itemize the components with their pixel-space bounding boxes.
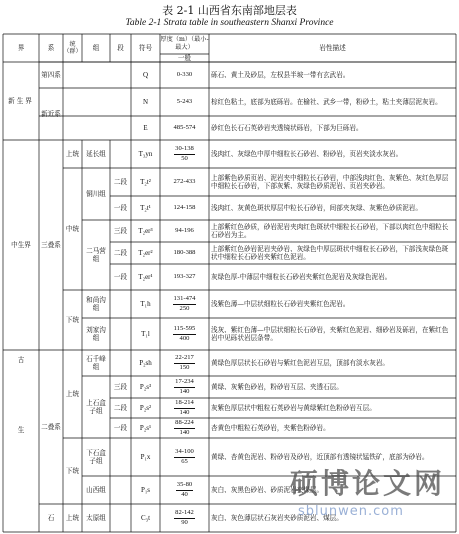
thickness-range: 272-433 [173, 177, 196, 185]
jie-cenozoic: 新生界 [8, 96, 34, 105]
row-description: 上部紫红色砂质，砂岩泥岩夹肉红色斑状中细粒长石砂岩，下部以肉红色中细粒长石砂岩为主。 [211, 222, 449, 239]
thickness-range: 94-196 [175, 226, 194, 234]
duan-shihezi-1: 一段 [113, 423, 128, 432]
row-description: 浅肉红、灰黄色斑状厚层中粒长石砂岩，间部夹灰绿、灰紫色砂质泥岩。 [211, 203, 422, 212]
zu-upper-shihezi: 上石盒子组 [86, 398, 106, 415]
row-thickness [160, 418, 209, 438]
row-description: 上部紫色砂质页岩、泥岩夹中细粒长石砂岩，中部浅肉红色、灰紫色、灰红色厚层中细粒长石砂岩，下部灰紫、灰绿色砂质泥岩、页岩夹砂岩。 [211, 173, 449, 190]
zu-taiyuan: 太原组 [86, 513, 106, 522]
row-thickness [160, 168, 209, 196]
row-thickness [160, 476, 209, 504]
tong-permian-upper: 上统 [65, 389, 80, 398]
row-description: 黄绿色厚层状长石砂岩与紫红色泥岩互层，顶部有淡水灰岩。 [211, 358, 390, 367]
header-zu: 组 [92, 43, 100, 52]
row-symbol: T₂er³ [138, 226, 153, 235]
row-thickness [160, 62, 209, 88]
header-duan: 段 [117, 43, 124, 52]
row-thickness [160, 196, 209, 220]
thickness-range: 485-574 [173, 123, 196, 131]
thickness-range: 115-595 [173, 325, 197, 334]
row-thickness [160, 242, 209, 264]
jie-paleozoic-2: 生 [17, 425, 25, 434]
thickness-common: 40 [181, 490, 188, 498]
thickness-common: 50 [181, 154, 188, 162]
row-symbol: P₂s¹ [139, 423, 152, 432]
row-symbol: T₁h [140, 299, 151, 308]
thickness-range: 35-80 [176, 481, 193, 490]
row-description: 棕红色粘土，底部为底砾岩。在榆社、武乡一带，粉砂土，粘土夹薄层泥灰岩。 [211, 97, 442, 106]
thickness-range: 17-234 [174, 378, 195, 387]
zu-tongchuan: 铜川组 [86, 189, 106, 198]
row-thickness [160, 504, 209, 532]
thickness-common: 250 [179, 304, 190, 312]
tong-triassic-upper: 上统 [65, 149, 80, 158]
thickness-range: 131-474 [173, 295, 197, 304]
row-description: 砾石、黄土及砂层，左权县半坡一带有玄武岩。 [211, 70, 350, 79]
row-description: 砂红色长石石英砂岩夹透镜状砾岩，下部为巨砾岩。 [211, 123, 363, 132]
row-symbol: T₂t² [140, 177, 151, 186]
watermark-text: 硕博论文网 [290, 467, 446, 500]
header-symbol: 符号 [138, 43, 153, 52]
row-thickness [160, 140, 209, 168]
header-description: 岩性描述 [319, 43, 346, 52]
thickness-common: 400 [179, 334, 190, 342]
header-tong: 统（群） [63, 40, 82, 55]
thickness-common: 140 [179, 428, 190, 436]
row-thickness [160, 376, 209, 398]
row-symbol: T₃yn [138, 149, 153, 158]
thickness-common: 140 [179, 387, 190, 395]
thickness-common: 150 [179, 363, 190, 371]
site-watermark [290, 462, 450, 526]
thickness-common: 140 [179, 408, 190, 416]
header-jie: 界 [17, 43, 25, 52]
thickness-range: 0-330 [176, 70, 193, 78]
duan-ermaying-3: 三段 [113, 226, 128, 235]
tong-carboniferous-upper: 上统 [65, 513, 80, 522]
tong-permian-lower: 下统 [65, 466, 80, 475]
row-symbol: P₂s² [139, 403, 152, 412]
thickness-range: 22-217 [174, 354, 195, 363]
thickness-range: 180-388 [173, 248, 196, 256]
row-description: 浅紫色薄—中层状细粒长石砂岩夹紫红色泥岩。 [211, 299, 350, 308]
row-thickness [160, 220, 209, 242]
thickness-range: 124-158 [173, 203, 196, 211]
row-description: 灰紫色厚层状中粗粒石英砂岩与黄绿紫红色粉砂岩互层。 [211, 403, 376, 412]
thickness-range: 88-224 [174, 419, 195, 428]
row-thickness [160, 264, 209, 290]
row-thickness [160, 350, 209, 376]
xi-quaternary: 第四系 [41, 70, 61, 79]
row-symbol: T₂er² [138, 248, 153, 257]
table-caption-english: Table 2-1 Strata table in southeastern Shanxi Province [125, 18, 334, 28]
header-thickness-common: 一般 [177, 53, 192, 62]
row-thickness [160, 290, 209, 318]
row-symbol: P₁s [140, 485, 151, 494]
row-symbol: P₁x [140, 452, 151, 461]
xi-permian: 二叠系 [41, 422, 61, 431]
row-description: 浅灰、紫红色薄—中层状细粒长石砂岩，夹紫红色泥岩、细砂岩及砾岩，在紫红色岩中见砾状岩层条带。 [211, 325, 449, 342]
zu-shiqianfeng: 石千峰组 [86, 354, 106, 371]
tong-triassic-middle: 中统 [65, 224, 80, 233]
thickness-range: 34-100 [174, 448, 195, 457]
row-thickness [160, 116, 209, 140]
row-symbol: N [142, 97, 149, 106]
jie-mesozoic: 中生界 [11, 240, 31, 249]
duan-ermaying-1: 一段 [113, 272, 128, 281]
duan-shihezi-3: 三段 [113, 382, 128, 391]
row-symbol: T₂er¹ [138, 272, 153, 281]
watermark-url: sblunwen.com [298, 504, 404, 519]
thickness-range: 30-138 [174, 145, 195, 154]
tong-triassic-lower: 下统 [65, 315, 80, 324]
row-thickness [160, 438, 209, 476]
thickness-common: 65 [181, 457, 188, 465]
row-description: 上部紫红色砂岩泥岩夹砂岩、灰绿色中厚层斑状中细粒长石砂岩，下部浅灰绿色斑状中细粒长石砂岩夹紫红色泥岩。 [211, 244, 449, 261]
xi-carboniferous: 石 [47, 513, 55, 522]
header-xi: 系 [47, 43, 55, 52]
row-symbol: P₂s³ [139, 382, 152, 391]
zu-heshanggou: 和尚沟组 [86, 295, 106, 312]
row-thickness [160, 398, 209, 418]
row-symbol: Q [142, 70, 149, 79]
row-thickness [160, 88, 209, 116]
duan-tongchuan-1: 一段 [113, 203, 128, 212]
row-symbol: P₂sh [139, 358, 152, 367]
thickness-common: 90 [181, 518, 188, 526]
xi-triassic: 三叠系 [41, 240, 61, 249]
thickness-range: 18-214 [174, 399, 195, 408]
row-symbol: T₂t¹ [140, 203, 151, 212]
zu-yanchang: 延长组 [86, 149, 106, 158]
row-description: 灰白、灰色薄层状石灰岩夹砂质泥岩、煤层。 [211, 513, 343, 522]
row-symbol: C₃t [140, 513, 151, 522]
row-description: 灰白、灰黑色砂岩、砂质泥岩夹煤层。 [211, 485, 324, 494]
thickness-range: 82-142 [174, 509, 195, 518]
row-description: 灰绿色厚-中薄层中细粒长石砂岩夹紫红色泥岩及灰绿色泥岩。 [211, 272, 392, 281]
zu-shanxi: 山西组 [86, 485, 106, 494]
jie-paleozoic-1: 古 [17, 355, 25, 364]
row-description: 黄绿、灰紫色砂岩，粉砂岩互层、夹透石层。 [211, 382, 343, 391]
row-symbol: T₁l [141, 329, 150, 338]
thickness-range: 5-243 [176, 97, 193, 105]
zu-ermaying: 二马营组 [86, 246, 106, 263]
row-description: 杏黄色中粗粒石英砂岩，夹紫色粉砂岩。 [211, 423, 330, 432]
zu-liujiagou: 刘家沟组 [86, 325, 106, 342]
xi-neogene: 新近系 [41, 109, 61, 118]
table-caption-chinese: 表 2-1 山西省东南部地层表 [162, 4, 297, 17]
zu-lower-shihezi: 下石盒子组 [86, 448, 106, 465]
row-symbol: E [143, 123, 148, 132]
duan-tongchuan-2: 二段 [113, 177, 128, 186]
header-thickness: 厚度（m）（最小-最大） [160, 36, 209, 51]
row-thickness [160, 318, 209, 350]
row-description: 黄绿、杏黄色泥岩、粉砂岩及砂岩，近顶部有透镜状锰铁矿，底部为砂岩。 [211, 452, 429, 461]
thickness-range: 193-327 [173, 272, 196, 280]
duan-ermaying-2: 二段 [113, 248, 128, 257]
row-description: 浅肉红、灰绿色中厚中细粒长石砂岩、粉砂岩，页岩夹淡水灰岩。 [211, 149, 403, 158]
duan-shihezi-2: 二段 [113, 403, 128, 412]
